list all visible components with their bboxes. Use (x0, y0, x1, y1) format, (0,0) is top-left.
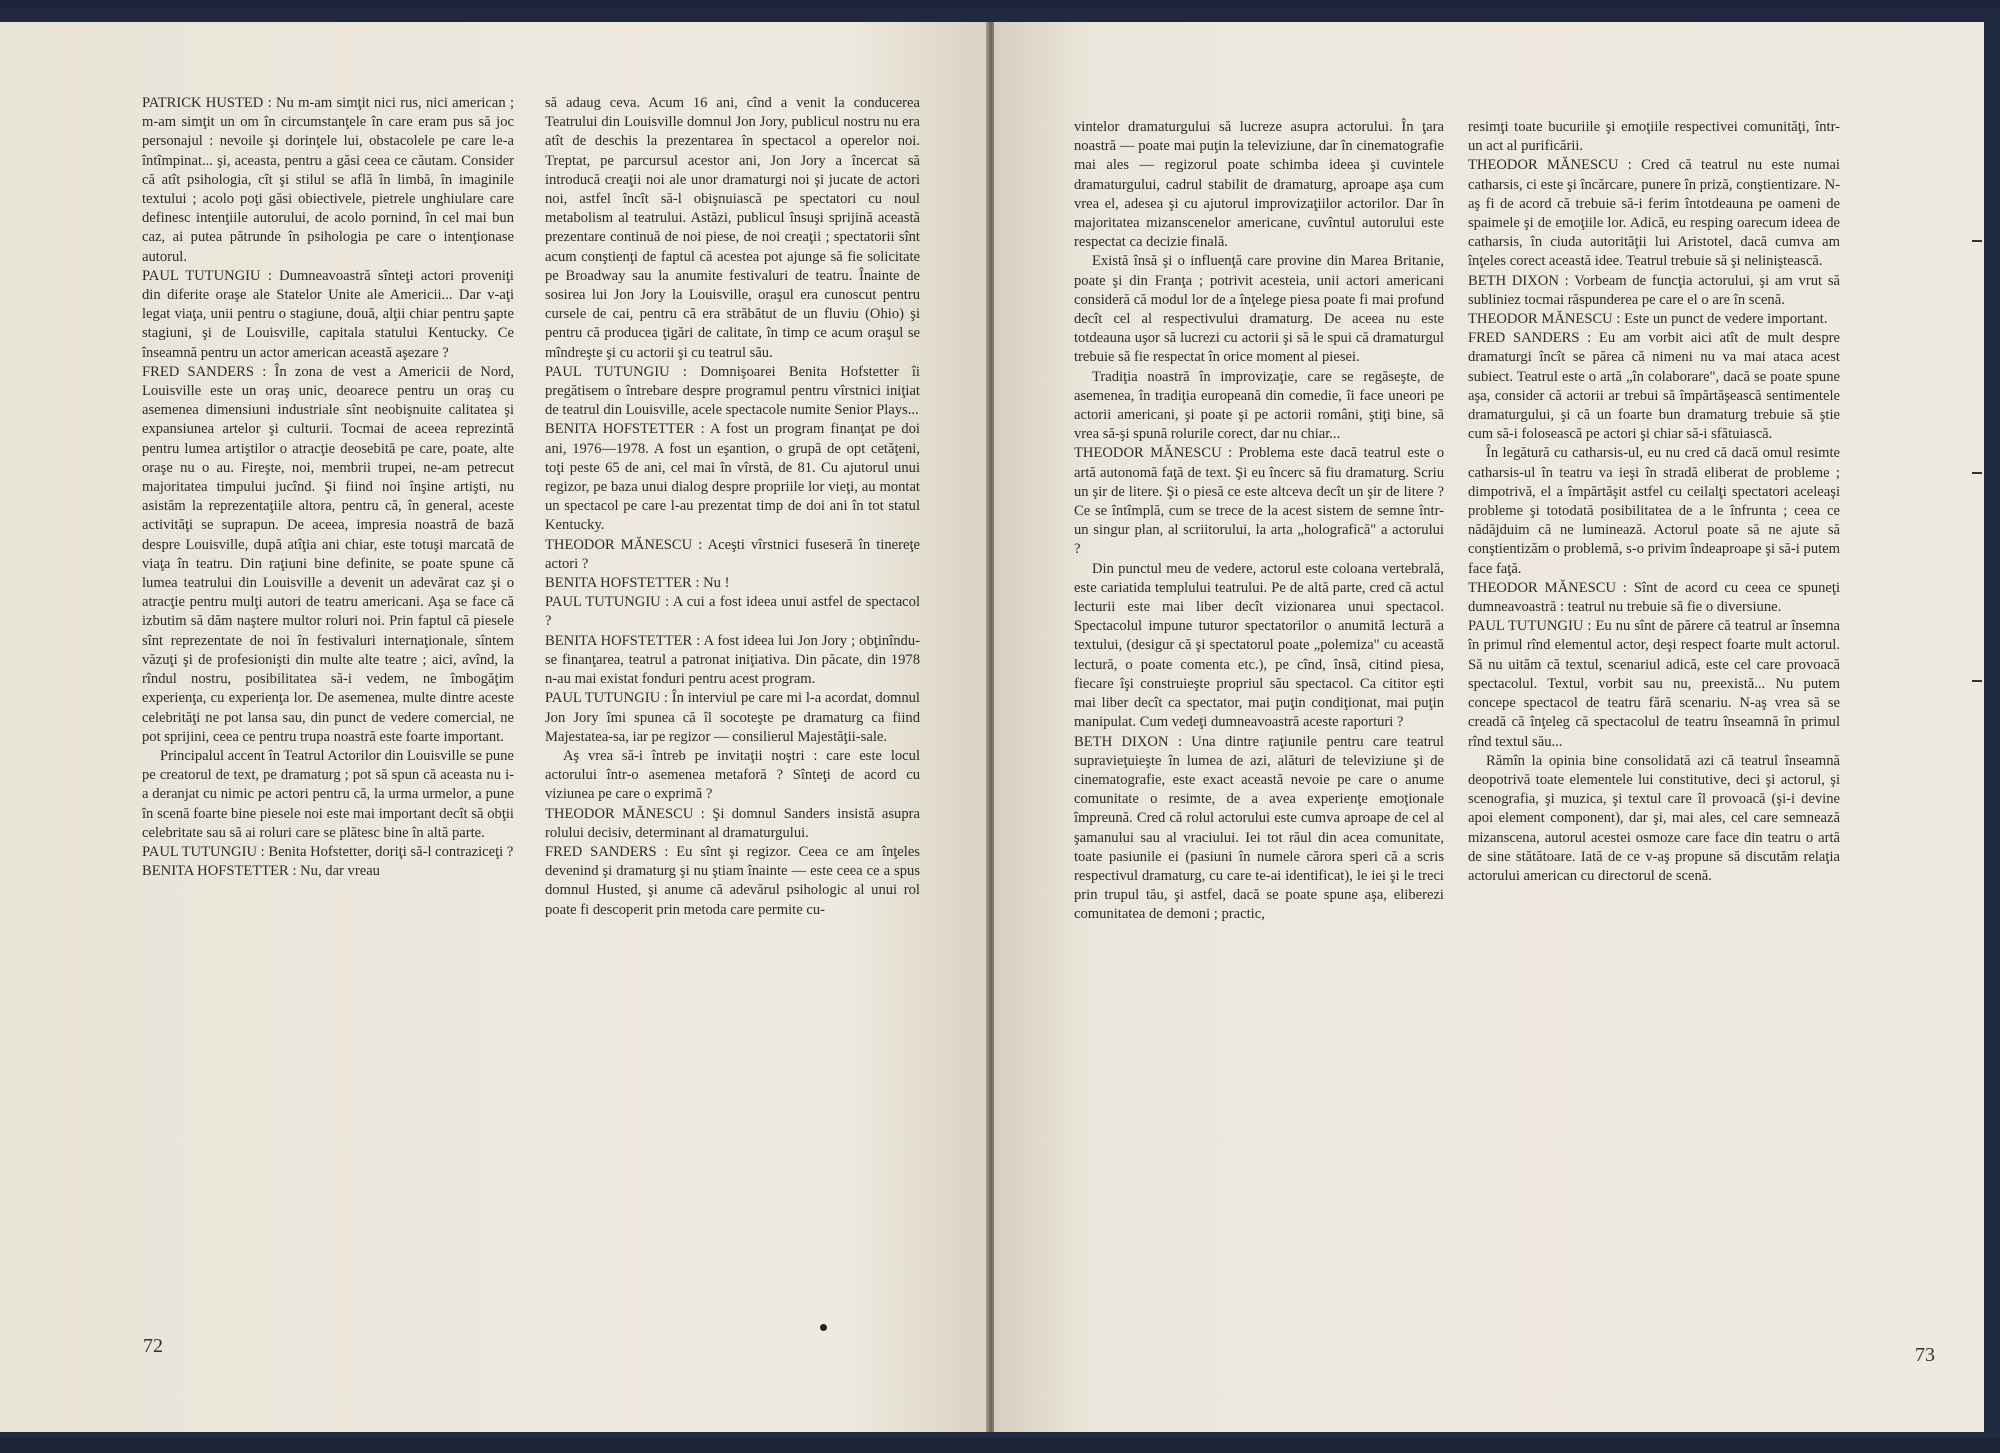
left-page (0, 22, 990, 1432)
right-page-column-1 (1074, 118, 1444, 925)
paragraph: BENITA HOFSTETTER : A fost ideea lui Jon Jory ; obţinîndu-se finanţarea, teatrul a patronat iniţiativa. Din păcate, din 1978 n-au mai existat fonduri pentru acest program. (545, 632, 920, 688)
paragraph: Aş vrea să-i întreb pe invitaţii noştri : care este locul actorului într-o asemenea metaforă ? Sînteţi de acord cu viziunea pe care o exprimă ? (545, 747, 920, 803)
page-number-left: 72 (143, 1335, 163, 1357)
paragraph: PAUL TUTUNGIU : A cui a fost ideea unui astfel de spectacol ? (545, 594, 920, 630)
paragraph: THEODOR MĂNESCU : Problema este dacă teatrul este o artă autonomă faţă de text. Şi eu încerc să fiu dramaturg. Scriu un şir de litere. Şi o piesă ce este altceva decît un şir de litere ? Ce se întîmplă, cum se trece de la acest sistem de semne într-un singur plan, al scriitorului, la arta „holografică" a actorului ? (1074, 445, 1444, 558)
section-bullet-dot (820, 1324, 827, 1331)
paragraph: THEODOR MĂNESCU : Şi domnul Sanders insistă asupra rolului decisiv, determinant al dramaturgului. (545, 805, 920, 841)
paragraph: BETH DIXON : Una dintre raţiunile pentru care teatrul supravieţuieşte în lumea de azi, alături de televiziune şi de cinematografie, este exact această nevoie pe care o anume comunitate o resimte, de a avea experienţe emoţionale împreună. Cred că rolul actorului este cumva aproape de cel al şamanului sau al vraciului. Iei tot răul din acea comunitate, toate pasiunile ei (pasiuni în numele cărora speri că a scris respectivul dramaturg, cu care te-ai identificat), le iei şi le treci prin trupul tău, şi astfel, dacă se poate spune aşa, eliberezi comunitatea de demoni ; practic, (1074, 733, 1444, 923)
paragraph: PAUL TUTUNGIU : Domnişoarei Benita Hofstetter îi pregătisem o întrebare despre programul pentru vîrstnici iniţiat de teatrul din Louisville, acele spectacole numite Senior Plays... (545, 363, 920, 419)
paragraph: PATRICK HUSTED : Nu m-am simţit nici rus, nici american ; m-am simţit un om în circumstanţele în care eram pus să joc personajul : nevoile şi dorinţele lui, obstacolele pe care le-a întîmpinat... şi, aceasta, pentru a găsi ceea ce căutam. Consider că atît psihologia, cît şi stilul se află în limbă, în imaginile textului ; acolo poţi găsi obiectivele, pietrele unghiulare care definesc intenţiile autorului, de acolo pornind, în cel mai bun caz, ai putea pătrunde în psihologia pe care o intenţionase autorul. (142, 95, 514, 265)
edge-mark (1972, 240, 1982, 242)
paragraph: BETH DIXON : Vorbeam de funcţia actorului, şi am vrut să subliniez tocmai răspunderea pe care el o are în scenă. (1468, 272, 1840, 308)
paragraph: FRED SANDERS : Eu sînt şi regizor. Ceea ce am înţeles devenind şi dramaturg şi nu ştiam înainte — este ceea ce a spus domnul Husted, şi anume că adevărul psihologic al unui rol poate fi descoperit prin metoda care permite cu- (545, 843, 920, 918)
paragraph: vintelor dramaturgului să lucreze asupra actorului. În ţara noastră — poate mai puţin la televiziune, dar în cinematografie mai ales — regizorul poate schimba ideea şi cuvintele dramaturgului, cadrul stabilit de dramaturg, aproape aşa cum vrea el, adesea şi cu ajutorul improvizaţiilor actorilor. Dar în majoritatea mizanscenelor americane, cuvîntul autorului este respectat ca decizie finală. (1074, 119, 1444, 251)
paragraph: BENITA HOFSTETTER : A fost un program finanţat pe doi ani, 1976—1978. A fost un eşantion, o grupă de opt cetăţeni, toţi peste 65 de ani, cel mai în vîrstă, de 81. Cu ajutorul unui regizor, pe baza unui dialog despre propriile lor vieţi, au montat un spectacol pe care l-au prezentat timp de doi ani în tot statul Kentucky. (545, 421, 920, 534)
left-page-column-1 (142, 94, 514, 881)
paragraph: BENITA HOFSTETTER : Nu, dar vreau (142, 863, 380, 880)
paragraph: Rămîn la opinia bine consolidată azi că teatrul înseamnă deopotrivă toate elementele lui constitutive, deci şi actorul, şi scenografia, şi muzica, şi textul care îl provoacă (şi-i devine apoi element component), dar şi, mai ales, cel care semnează mizanscena, autorul acestei osmoze care face din teatru o artă de sine stătătoare. Iată de ce v-aş propune să discutăm relaţia actorului american cu directorul de scenă. (1468, 752, 1840, 884)
paragraph: PAUL TUTUNGIU : Dumneavoastră sînteţi actori proveniţi din diferite oraşe ale Statelor Unite ale Americii... Dar v-aţi legat viaţa, unii pentru o stagiune, două, alţii chiar pentru şapte stagiuni, şi de Louisville, capitala statului Kentucky. Ce înseamnă pentru un actor american această aşezare ? (142, 267, 514, 361)
left-page-column-2 (545, 94, 920, 920)
edge-mark (1972, 680, 1982, 682)
paragraph: Principalul accent în Teatrul Actorilor din Louisville se pune pe creatorul de text, pe dramaturg ; pot să spun că aceasta nu i-a deranjat cu nimic pe actori pentru că, la urma urmelor, a pune în scenă foarte bine piesele noi este mai important decît să obţii celebritate sau să ai roluri care se plătesc bine în altă parte. (142, 747, 514, 841)
paragraph: BENITA HOFSTETTER : Nu ! (545, 575, 730, 592)
edge-mark (1972, 472, 1982, 474)
paragraph: PAUL TUTUNGIU : Eu nu sînt de părere că teatrul ar însemna în primul rînd elementul actor, deşi respect foarte mult actorul. Să nu uităm că textul, scenariul adică, este cel care provoacă spectacolul. Textul, vorbit sau nu, preexistă... Nu putem concepe spectacol de teatru fără scenariu. N-aş vrea să se creadă că înţeleg că spectacolul de teatru înseamnă în primul rînd textul său... (1468, 618, 1840, 750)
paragraph: Există însă şi o influenţă care provine din Marea Britanie, poate şi din Franţa ; potrivit acesteia, unii actori americani consideră că modul lor de a înţelege piesa poate fi mai profund decît cel al respectivului dramaturg. De aceea nu este totdeauna uşor să lucrezi cu actorii şi să le spui că dramaturgul trebuie să fie respectat în orice moment al piesei. (1074, 253, 1444, 366)
paragraph: să adaug ceva. Acum 16 ani, cînd a venit la conducerea Teatrului din Louisville domnul Jon Jory, publicul nostru nu era atît de deschis la prezentarea în spectacol a operelor noi. Treptat, pe parcursul acestor ani, Jon Jory a încercat să introducă creaţii noi ale unor dramaturgi noi şi jucate de actori noi, astfel încît să-l obişnuiască pe spectatori cu noul metabolism al teatrului. Astăzi, publicul însuşi sprijină această prezentare continuă de noi piese, de noi creaţii ; spectatorii sînt acum conştienţi de faptul că acestea pot ajunge să fie solicitate pe Broadway sau la anumite festivaluri de teatru. Înainte de sosirea lui Jon Jory la Louisville, oraşul era cunoscut pentru cursele de cai, pentru că era străbătut de un fluviu (Ohio) şi pentru că producea ţigări de calitate, în timp ce acum oraşul se mîndreşte şi cu actorii şi cu teatrul său. (545, 95, 920, 361)
page-number-right: 73 (1915, 1344, 1935, 1366)
paragraph: Din punctul meu de vedere, actorul este coloana vertebrală, este cariatida templului teatrului. Pe de altă parte, cred că actul lecturii este mai liber decît vizionarea unui spectacol. Spectacolul impune tuturor spectatorilor o anumită lectură a textului, (desigur că şi spectatorul poate „polemiza" cu această lectură, o poate comenta etc.), pe cînd, însă, citind piesa, fiecare îşi construieşte propriul său spectacol. Ca cititor eşti mai liber decît ca spectator, mai puţin condiţionat, mai puţin manipulat. Cum vedeţi dumneavoastră aceste raporturi ? (1074, 560, 1444, 731)
paragraph: FRED SANDERS : Eu am vorbit aici atît de mult despre dramaturgi încît se părea că nimeni nu va mai ataca acest subiect. Teatrul este o artă „în colaborare", dacă se poate spune aşa, consider că actorii ar trebui să împărtăşească sentimentele dramaturgului, şi că un foarte bun dramaturg trebuie să ştie cum să-i folosească pe actori şi chiar să-i sfătuiască. (1468, 330, 1840, 443)
paragraph: THEODOR MĂNESCU : Sînt de acord cu ceea ce spuneţi dumneavoastră : teatrul nu trebuie să fie o diversiune. (1468, 579, 1840, 616)
paragraph: Tradiţia noastră în improvizaţie, care se regăseşte, de asemenea, în tradiţia europeană din comedie, îi face uneori pe actorii americani, şi poate şi pe actorii români, ştiţi bine, să vrea să-şi spună rolurile corect, dar nu chiar... (1074, 368, 1444, 443)
paragraph: resimţi toate bucuriile şi emoţiile respectivei comunităţi, într-un act al purificării. (1468, 119, 1840, 155)
right-page (994, 22, 1984, 1432)
paragraph: PAUL TUTUNGIU : Benita Hofstetter, doriţi să-l contraziceţi ? (142, 843, 514, 860)
right-page-column-2 (1468, 118, 1840, 886)
paragraph: FRED SANDERS : În zona de vest a Americii de Nord, Louisville este un oraş unic, deoarece pentru un oraş cu asemenea dimensiuni industriale sînt neobişnuite calitatea şi expansiunea artelor şi culturii. Tocmai de aceea reprezintă pentru lumea artiştilor o atracţie deosebită pe care, poate, alte oraşe nu o au. Fireşte, noi, membrii trupei, ne-am petrecut majoritatea timpului jucînd. Şi fiind noi înşine artişti, nu asistăm la reprezentaţiile altora, pentru că, în general, aceste activităţi se suprapun. De aceea, impresia noastră de bază despre Louisville, după atîţia ani chiar, este totuşi marcată de viaţa în teatru. Din raţiuni bine definite, se poate spune că lumea teatrului din Louisville a devenit un adevărat caz şi o atracţie pentru mulţi autori de teatru americani. Aşa se face că izbutim să dăm naştere multor roluri noi. Prin faptul că piesele sînt reprezentate de noi în festivaluri internaţionale, sîntem văzuţi şi de profesionişti din multe alte teatre ; aici, avînd, la rîndul nostru, posibilitatea să-i vedem, ne îmbogăţim experienţa, cu experienţa lor. De asemenea, multe dintre aceste celebrităţi ne pot lansa sau, din punct de vedere comercial, ne pot sprijini, ceea ce pentru trupa noastră este foarte important. (142, 363, 514, 745)
paragraph: THEODOR MĂNESCU : Aceşti vîrstnici fuseseră în tinereţe actori ? (545, 536, 920, 572)
paragraph: THEODOR MĂNESCU : Cred că teatrul nu este numai catharsis, ci este şi încărcare, punere în priză, conştientizare. N-aş fi de acord că trebuie să-i ferim întotdeauna pe oameni de spaimele şi de emoţiile lor. Adică, eu resping oarecum ideea de catharsis, în ciuda autorităţii lui Aristotel, dacă cumva am înţeles corect această idee. Teatrul trebuie să şi neliniştească. (1468, 157, 1840, 270)
paragraph: THEODOR MĂNESCU : Este un punct de vedere important. (1468, 311, 1828, 328)
paragraph: PAUL TUTUNGIU : În interviul pe care mi l-a acordat, domnul Jon Jory îmi spunea că îl socoteşte pe dramaturg ca fiind Majestatea-sa, iar pe regizor — consilierul Majestăţii-sale. (545, 690, 920, 745)
paragraph: În legătură cu catharsis-ul, eu nu cred că dacă omul resimte catharsis-ul în teatru va ieşi în stradă eliberat de probleme ; dimpotrivă, el a împărtăşit astfel cu ceilalţi spectatori aceleaşi probleme şi totodată posibilitatea de a le înfrunta ; ceea ce nădăjduim că ne luminează. Actorul poate să ne ajute să conştientizăm o problemă, s-o privim îndeaproape şi să-i putem face faţă. (1468, 445, 1840, 577)
book-spread (0, 8, 2000, 1438)
